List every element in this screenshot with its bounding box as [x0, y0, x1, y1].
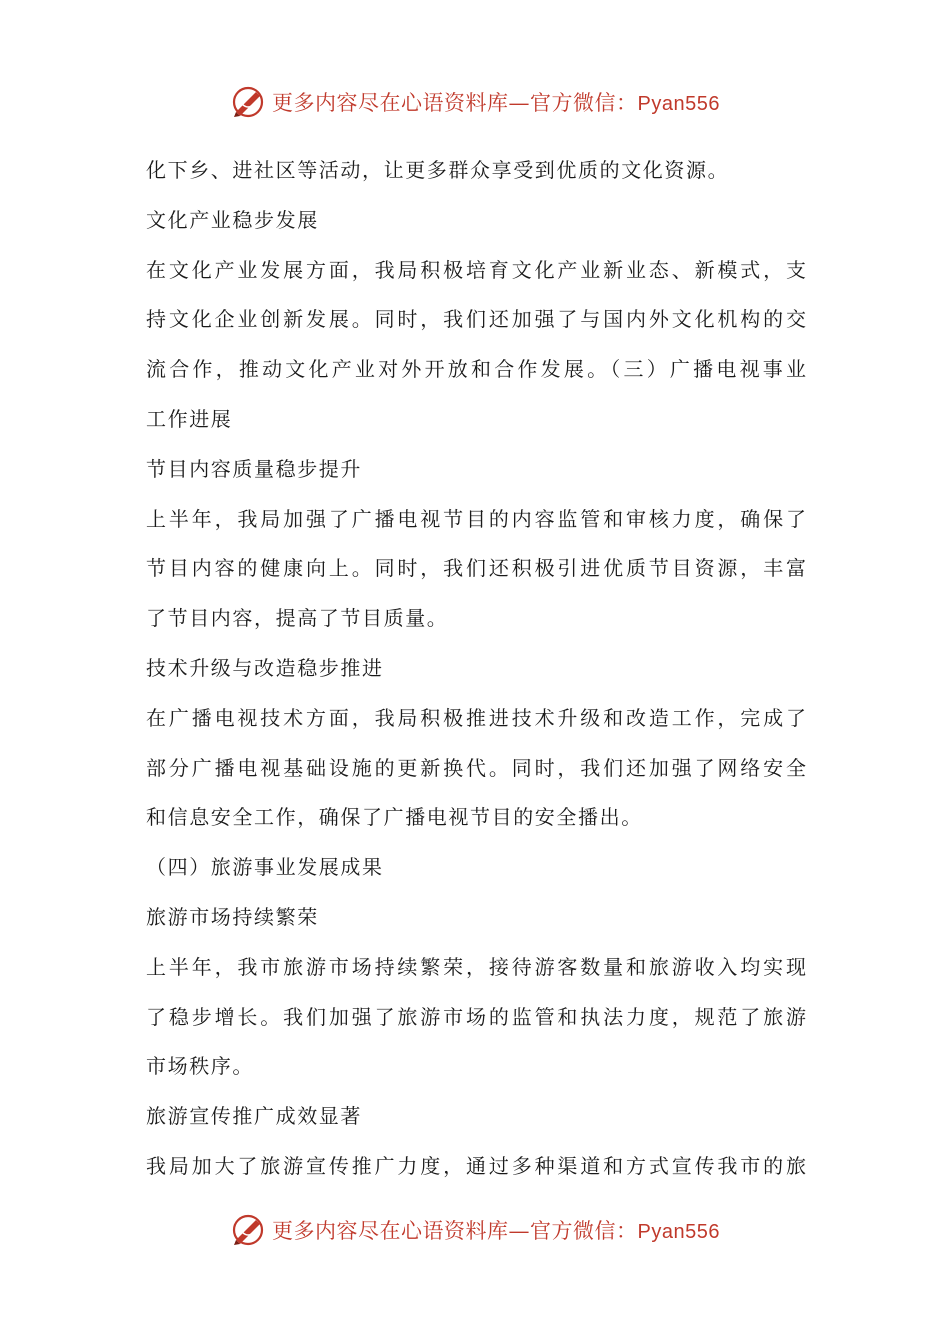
pen-logo-icon [230, 84, 266, 120]
text-line: 工作进展 [146, 406, 233, 431]
header-banner-wechat-id: Pyan556 [637, 93, 720, 115]
footer-banner-wechat-id: Pyan556 [637, 1221, 720, 1243]
text-line: 上半年，我局加强了广播电视节目的内容监管和审核力度，确保了 [146, 506, 806, 531]
document-body [146, 146, 806, 1192]
pen-logo-icon [230, 1212, 266, 1248]
section-heading: 旅游市场持续繁荣 [146, 904, 319, 929]
text-line: 了稳步增长。我们加强了旅游市场的监管和执法力度，规范了旅游 [146, 1004, 806, 1029]
section-heading: 技术升级与改造稳步推进 [146, 655, 384, 680]
text-line: 部分广播电视基础设施的更新换代。同时，我们还加强了网络安全 [146, 755, 806, 780]
footer-banner-cn: 更多内容尽在心语资料库—官方微信： [272, 1219, 638, 1243]
text-line: 持文化企业创新发展。同时，我们还加强了与国内外文化机构的交 [146, 307, 806, 332]
header-banner-cn: 更多内容尽在心语资料库—官方微信： [272, 91, 638, 115]
text-line: 上半年，我市旅游市场持续繁荣，接待游客数量和旅游收入均实现 [146, 954, 806, 979]
text-line: 流合作，推动文化产业对外开放和合作发展。（三）广播电视事业 [146, 357, 806, 382]
text-line: 市场秩序。 [146, 1054, 254, 1079]
text-line: 化下乡、进社区等活动，让更多群众享受到优质的文化资源。 [146, 158, 730, 182]
footer-banner [0, 1210, 950, 1250]
text-line: 节目内容的健康向上。同时，我们还积极引进优质节目资源，丰富 [146, 556, 806, 581]
header-banner [0, 82, 950, 122]
text-line: 和信息安全工作，确保了广播电视节目的安全播出。 [146, 805, 643, 830]
text-line: 在广播电视技术方面，我局积极推进技术升级和改造工作，完成了 [146, 705, 806, 730]
section-heading: 旅游宣传推广成效显著 [146, 1104, 362, 1129]
section-heading: 文化产业稳步发展 [146, 207, 319, 232]
text-line: 在文化产业发展方面，我局积极培育文化产业新业态、新模式，支 [146, 257, 806, 282]
section-heading: 节目内容质量稳步提升 [146, 456, 362, 481]
text-line: 我局加大了旅游宣传推广力度，通过多种渠道和方式宣传我市的旅 [146, 1153, 806, 1178]
text-line: 了节目内容，提高了节目质量。 [146, 606, 449, 631]
header-banner-text [272, 87, 720, 117]
section-heading: （四）旅游事业发展成果 [146, 855, 384, 880]
footer-banner-text [272, 1215, 720, 1245]
